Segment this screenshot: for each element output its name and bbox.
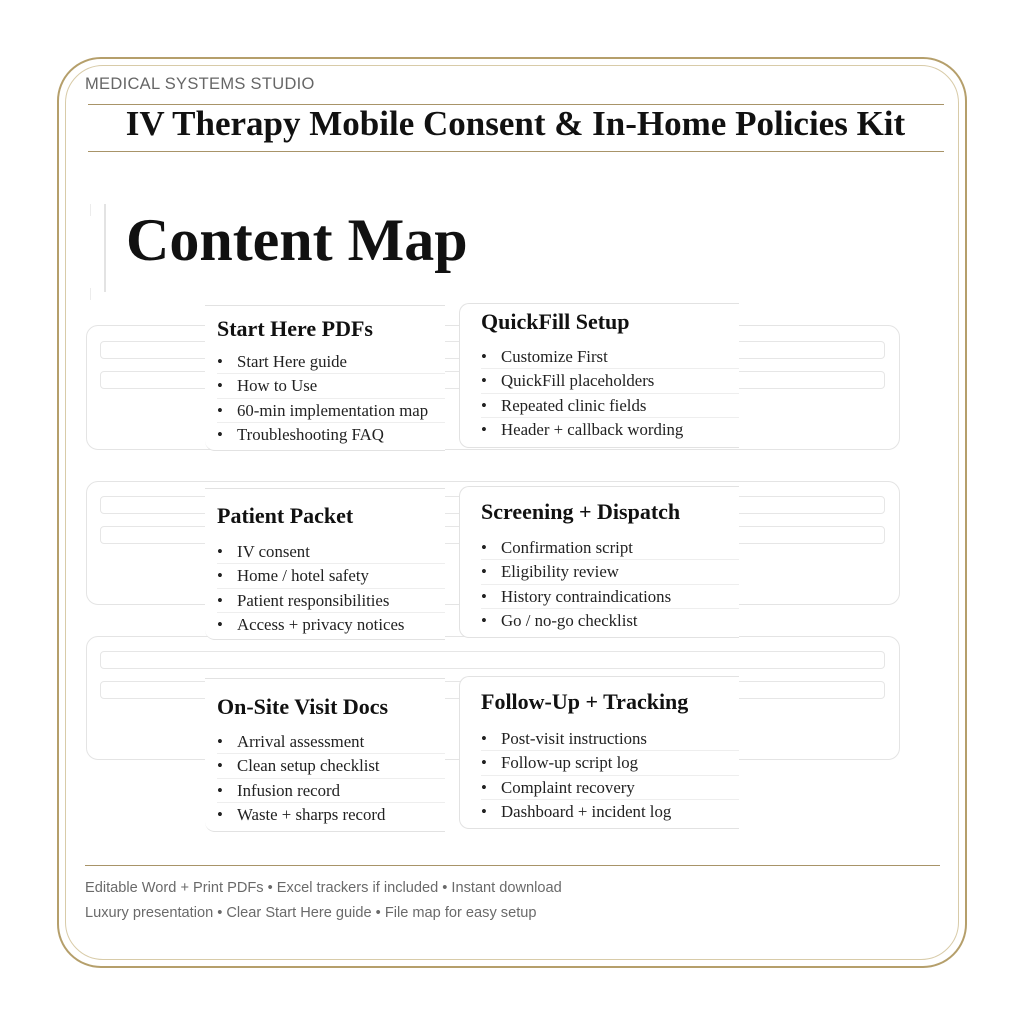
bullet-glyph: •: [217, 805, 223, 825]
list-item: [481, 799, 739, 823]
list-item: [217, 563, 445, 587]
bullet-glyph: •: [217, 376, 223, 396]
title-rule-bottom: [88, 151, 944, 152]
card-list: [217, 540, 445, 637]
list-item-text: Dashboard + incident log: [501, 802, 672, 822]
list-item: [481, 775, 739, 799]
card-list: [217, 350, 445, 447]
list-item-text: Customize First: [501, 347, 608, 366]
footer-rule: [85, 865, 940, 866]
list-item: [481, 417, 739, 441]
list-item: [217, 753, 445, 777]
list-item-text: Arrival assessment: [237, 732, 365, 751]
list-item-text: Waste + sharps record: [237, 805, 386, 825]
list-item-text: QuickFill placeholders: [501, 371, 655, 391]
card-title: Follow-Up + Tracking: [481, 689, 689, 714]
card-patient-packet: [205, 488, 445, 640]
list-item: [217, 588, 445, 612]
card-title: Patient Packet: [217, 503, 354, 528]
bullet-glyph: •: [481, 395, 487, 415]
section-title: Content Map: [126, 207, 468, 273]
bullet-glyph: •: [217, 425, 223, 445]
footer-line-1: Editable Word + Print PDFs • Excel trackers if included • Instant download: [85, 880, 562, 896]
bullet-glyph: •: [217, 352, 223, 371]
bullet-glyph: •: [217, 400, 223, 420]
list-item-text: Header + callback wording: [501, 420, 684, 440]
bullet-glyph: •: [217, 615, 223, 635]
list-item: [481, 345, 739, 368]
card-start-here-pdfs: [205, 305, 445, 451]
ghost-line: [100, 651, 885, 669]
card-quickfill-setup: [459, 303, 739, 448]
list-item: [481, 368, 739, 392]
list-item: [481, 536, 739, 559]
list-item-text: Start Here guide: [237, 352, 347, 371]
list-item: [481, 608, 739, 632]
card-list: [481, 727, 739, 824]
section-accent-bar: [104, 204, 106, 292]
card-screening-dispatch: [459, 486, 739, 638]
bullet-glyph: •: [217, 732, 223, 751]
list-item-text: Eligibility review: [501, 562, 619, 582]
bullet-glyph: •: [217, 590, 223, 610]
list-item-text: How to Use: [237, 376, 318, 396]
card-title: On-Site Visit Docs: [217, 694, 389, 719]
list-item-text: Repeated clinic fields: [501, 395, 647, 415]
kit-title: IV Therapy Mobile Consent & In-Home Policies Kit: [125, 104, 906, 143]
list-item-text: Clean setup checklist: [237, 756, 380, 776]
list-item-text: Infusion record: [237, 780, 340, 800]
card-on-site-visit-docs: [205, 678, 445, 832]
list-item-text: Patient responsibilities: [237, 590, 390, 610]
list-item: [481, 727, 739, 750]
bullet-glyph: •: [481, 538, 487, 557]
bullet-glyph: •: [481, 611, 487, 631]
bullet-glyph: •: [481, 753, 487, 773]
list-item: [217, 422, 445, 446]
footer-line-2: Luxury presentation • Clear Start Here guide • File map for easy setup: [85, 905, 537, 921]
card-follow-up-tracking: [459, 676, 739, 829]
list-item-text: Home / hotel safety: [237, 566, 369, 586]
list-item: [217, 540, 445, 563]
section-tick-top: [90, 204, 91, 216]
bullet-glyph: •: [217, 780, 223, 800]
bullet-glyph: •: [481, 777, 487, 797]
list-item: [217, 373, 445, 397]
card-title: Start Here PDFs: [217, 316, 373, 341]
list-item: [217, 612, 445, 636]
list-item: [481, 559, 739, 583]
list-item: [217, 398, 445, 422]
list-item: [217, 350, 445, 373]
bullet-glyph: •: [481, 420, 487, 440]
list-item-text: Go / no-go checklist: [501, 611, 638, 631]
list-item-text: Follow-up script log: [501, 753, 639, 773]
list-item: [481, 750, 739, 774]
section-tick-bottom: [90, 288, 91, 300]
list-item-text: Complaint recovery: [501, 777, 635, 797]
card-title: QuickFill Setup: [481, 309, 630, 334]
bullet-glyph: •: [217, 756, 223, 776]
bullet-glyph: •: [217, 542, 223, 561]
list-item-text: Troubleshooting FAQ: [237, 425, 384, 445]
list-item-text: Access + privacy notices: [237, 615, 405, 635]
list-item: [217, 778, 445, 802]
bullet-glyph: •: [481, 562, 487, 582]
list-item-text: 60-min implementation map: [237, 400, 429, 420]
list-item: [481, 584, 739, 608]
bullet-glyph: •: [481, 371, 487, 391]
bullet-glyph: •: [481, 729, 487, 748]
brand-name: MEDICAL SYSTEMS STUDIO: [85, 75, 315, 93]
bullet-glyph: •: [481, 586, 487, 606]
list-item: [217, 802, 445, 826]
list-item-text: Post-visit instructions: [501, 729, 647, 748]
list-item: [217, 730, 445, 753]
list-item-text: Confirmation script: [501, 538, 633, 557]
list-item: [481, 393, 739, 417]
bullet-glyph: •: [481, 347, 487, 366]
card-title: Screening + Dispatch: [481, 499, 681, 524]
card-list: [481, 345, 739, 442]
bullet-glyph: •: [481, 802, 487, 822]
list-item-text: History contraindications: [501, 586, 672, 606]
bullet-glyph: •: [217, 566, 223, 586]
card-list: [217, 730, 445, 827]
card-list: [481, 536, 739, 633]
list-item-text: IV consent: [237, 542, 310, 561]
